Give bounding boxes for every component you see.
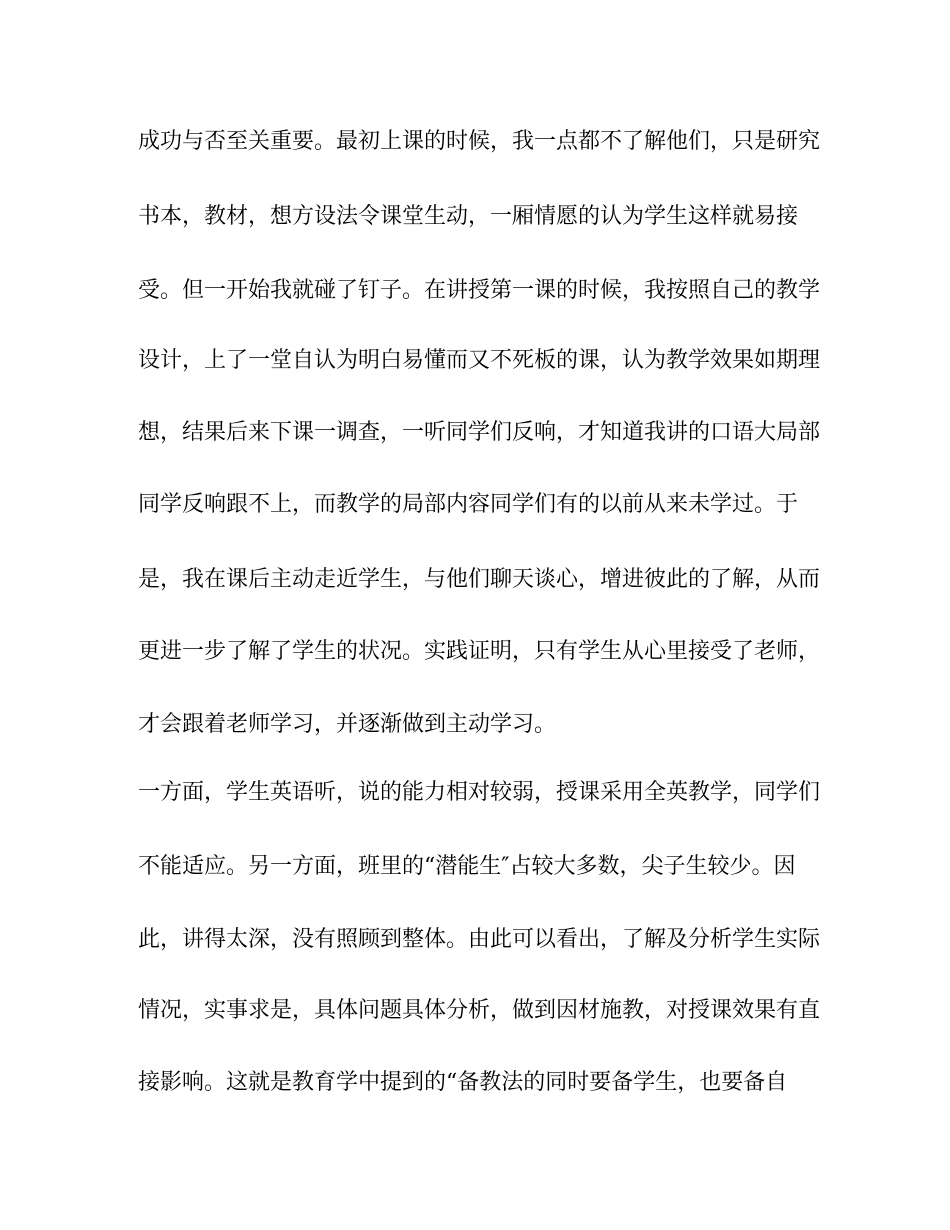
text-line-7: 是，我在课后主动走近学生，与他们聊天谈心，增进彼此的了解，从而 — [138, 567, 821, 592]
text-line-11: 不能适应。另一方面，班里的“潜能生″占较大多数，尖子生较少。因 — [138, 854, 796, 879]
text-line-10: 一方面，学生英语听，说的能力相对较弱，授课采用全英教学，同学们 — [138, 780, 821, 805]
text-line-1: 成功与否至关重要。最初上课的时候，我一点都不了解他们，只是研究 — [138, 129, 821, 154]
text-line-12: 此，讲得太深，没有照顾到整体。由此可以看出，了解及分析学生实际 — [138, 927, 821, 952]
text-line-4: 设计，上了一堂自认为明白易懂而又不死板的课，认为教学效果如期理 — [138, 348, 821, 373]
text-line-3: 受。但一开始我就碰了钉子。在讲授第一课的时候，我按照自己的教学 — [138, 278, 821, 303]
text-line-14: 接影响。这就是教育学中提到的“备教法的同时要备学生，也要备自 — [138, 1070, 788, 1095]
text-line-2: 书本，教材，想方设法令课堂生动，一厢情愿的认为学生这样就易接 — [138, 204, 799, 229]
text-line-5: 想，结果后来下课一调查，一听同学们反响，才知道我讲的口语大局部 — [138, 420, 821, 445]
text-line-13: 情况，实事求是，具体问题具体分析，做到因材施教，对授课效果有直 — [138, 998, 821, 1023]
text-line-9: 才会跟着老师学习，并逐渐做到主动学习。 — [138, 712, 557, 737]
text-line-6: 同学反响跟不上，而教学的局部内容同学们有的以前从来未学过。于 — [138, 492, 799, 517]
text-line-8: 更进一步了解了学生的状况。实践证明，只有学生从心里接受了老师， — [138, 639, 821, 664]
